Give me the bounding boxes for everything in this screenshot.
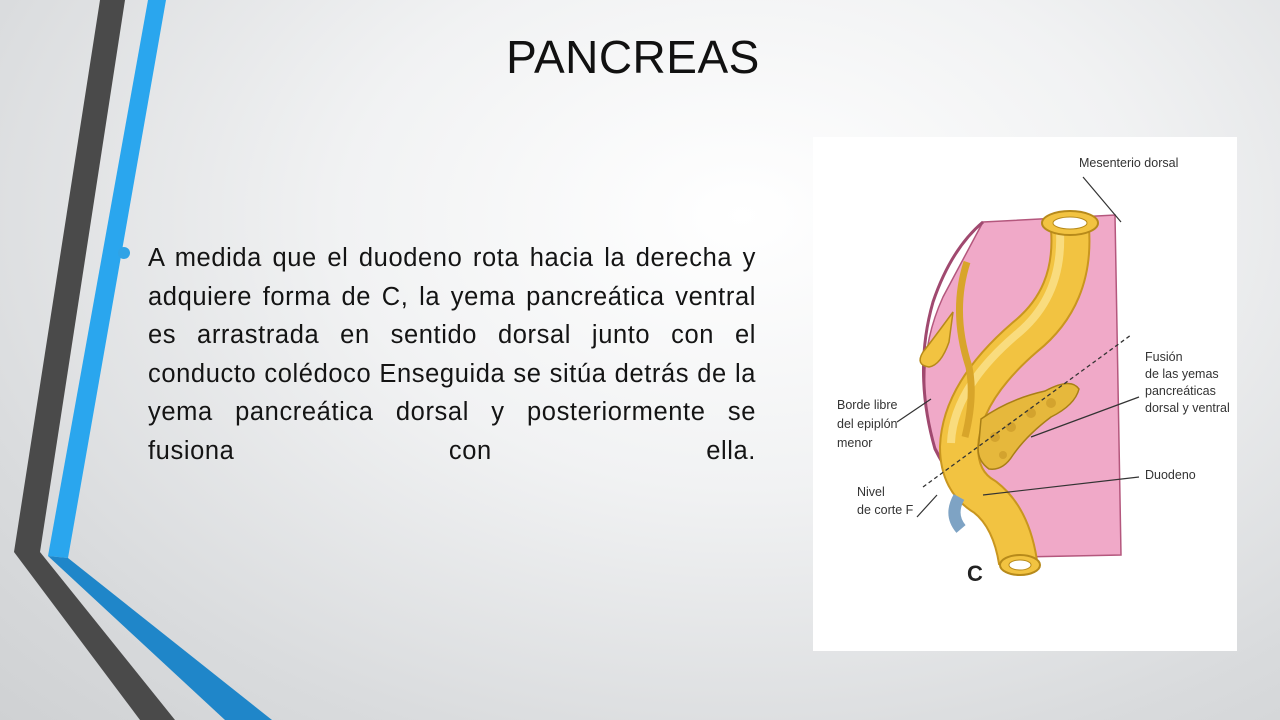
body-paragraph: A medida que el duodeno rota hacia la derecha y adquiere forma de C, la yema pancreática ventral es arrastrada en sentido dorsal junto con el conducto colédoco Enseguida se sitúa detrás de la yema pancreática dorsal y posteriormente se fusiona con ella. bbox=[148, 244, 756, 465]
label-fusion-1: Fusión bbox=[1145, 350, 1183, 364]
slide-title: PANCREAS bbox=[506, 31, 760, 83]
label-nivel-2: de corte F bbox=[857, 503, 914, 517]
label-borde-1: Borde libre bbox=[837, 398, 898, 412]
label-panel-c: C bbox=[967, 561, 983, 586]
label-fusion-3: pancreáticas bbox=[1145, 384, 1216, 398]
blue-vessel bbox=[954, 497, 961, 529]
label-fusion-2: de las yemas bbox=[1145, 367, 1219, 381]
label-mesenterio: Mesenterio dorsal bbox=[1079, 156, 1179, 170]
bullet-icon bbox=[118, 247, 130, 259]
pancreas-diagram bbox=[813, 137, 1237, 651]
label-borde-2: del epiplón bbox=[837, 417, 898, 431]
label-fusion-4: dorsal y ventral bbox=[1145, 401, 1230, 415]
duodenum-top-lumen bbox=[1053, 217, 1087, 229]
label-borde-3: menor bbox=[837, 436, 873, 450]
label-nivel-1: Nivel bbox=[857, 485, 885, 499]
duodenum-bottom-lumen bbox=[1009, 560, 1031, 570]
leader-nivel bbox=[917, 495, 937, 517]
label-duodeno: Duodeno bbox=[1145, 468, 1196, 482]
